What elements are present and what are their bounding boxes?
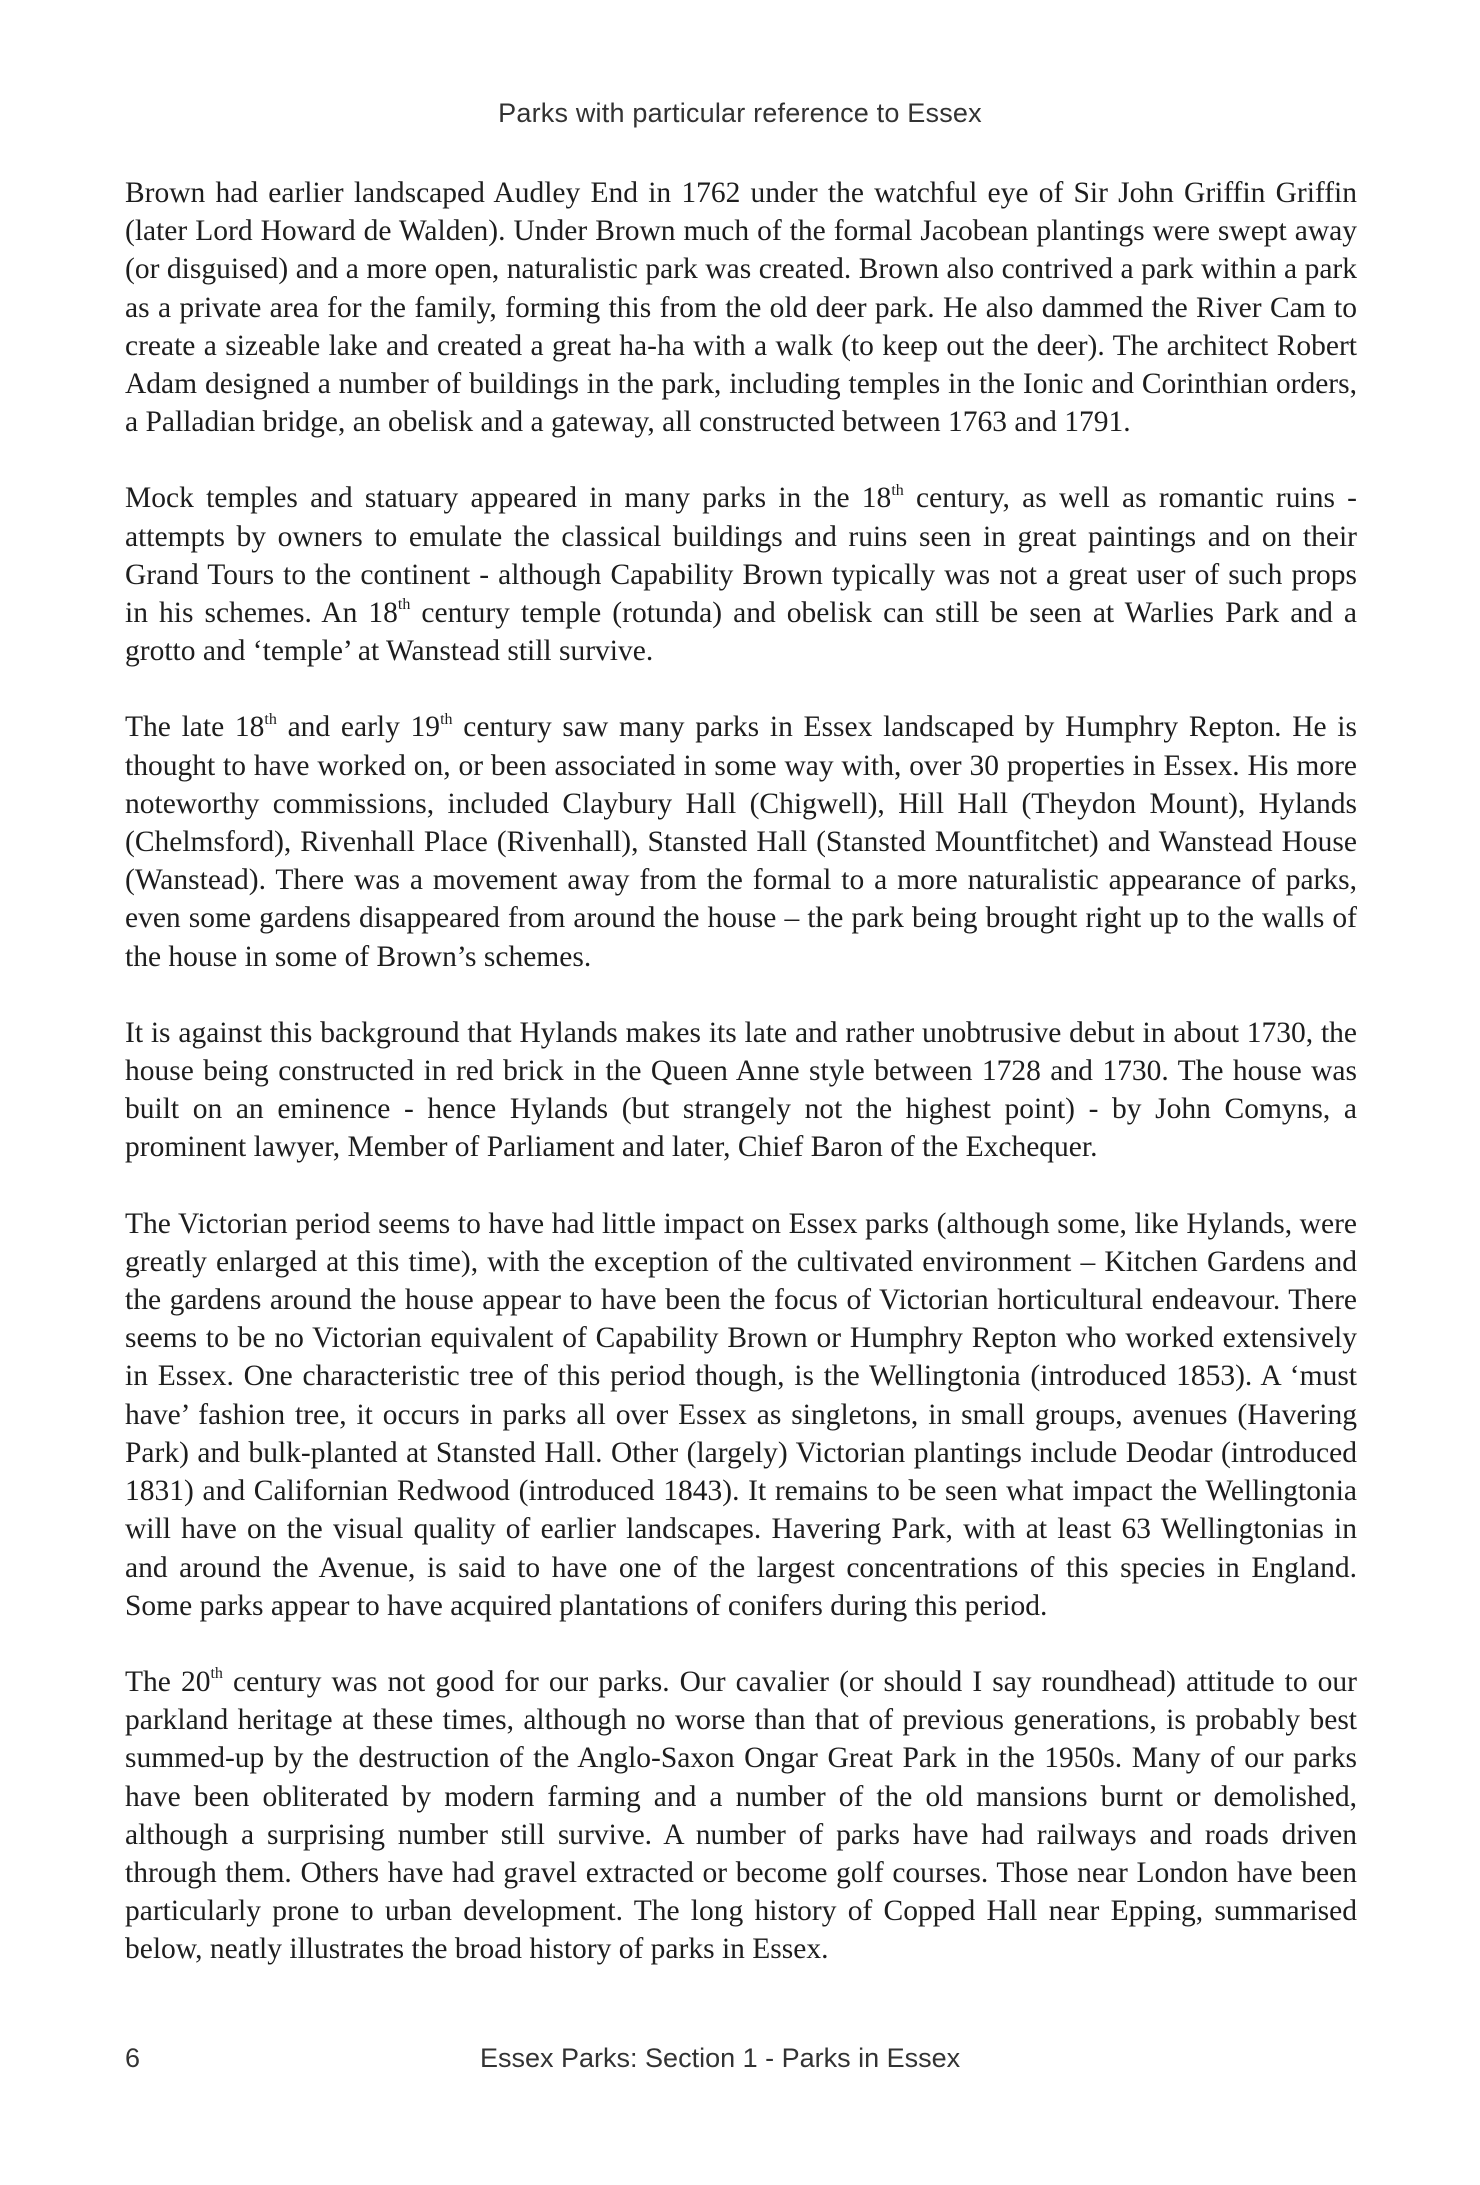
- ordinal-superscript: th: [264, 710, 277, 728]
- text-run: The 20: [125, 1665, 211, 1698]
- body-text: [125, 174, 1357, 2007]
- paragraph-repton: [125, 708, 1357, 975]
- page-number: 6: [125, 2043, 141, 2073]
- text-run: century temple (rotunda) and obelisk can still be seen at Warlies Park and a grotto and ‘temple’ at Wanstead still survive.: [125, 597, 1357, 668]
- paragraph-hylands: It is against this background that Hylands makes its late and rather unobtrusive debut in about 1730, the house being constructed in red brick in the Queen Anne style between 1728 and 1730. The house was built on an eminence - hence Hylands (but strangely not the highest point) - by John Comyns, a prominent lawyer, Member of Parliament and later, Chief Baron of the Exchequer.: [125, 1016, 1357, 1164]
- running-header: Parks with particular reference to Essex: [498, 98, 982, 128]
- ordinal-superscript: th: [440, 710, 453, 728]
- paragraph-audley-end: Brown had earlier landscaped Audley End in 1762 under the watchful eye of Sir John Griffin Griffin (later Lord Howard de Walden). Under Brown much of the formal Jacobean plantings were swept away (or disguised) and a more open, naturalistic park was created. Brown also contrived a park within a park as a private area for the family, forming this from the old deer park. He also dammed the River Cam to create a sizeable lake and created a great ha-ha with a walk (to keep out the deer). The architect Robert Adam designed a number of buildings in the park, including temples in the Ionic and Corinthian orders, a Palladian bridge, an obelisk and a gateway, all constructed between 1763 and 1791.: [125, 177, 1357, 439]
- ordinal-superscript: th: [891, 481, 904, 499]
- text-run: century was not good for our parks. Our cavalier (or should I say roundhead) attitude to our parkland heritage at these times, although no worse than that of previous generations, is probably best summed-up by the destruction of the Anglo-Saxon Ongar Great Park in the 1950s. Many of our parks have been obliterated by modern farming and a number of the old mansions burnt or demolished, although a surprising number still survive. A number of parks have had railways and roads driven through them. Others have had gravel extracted or become golf courses. Those near London have been particularly prone to urban development. The long history of Copped Hall near Epping, summarised below, neatly illustrates the broad history of parks in Essex.: [125, 1665, 1357, 1966]
- paragraph-victorian: The Victorian period seems to have had little impact on Essex parks (although some, like Hylands, were greatly enlarged at this time), with the exception of the cultivated environment – Kitchen Gardens and the gardens around the house appear to have been the focus of Victorian horticultural endeavour. There seems to be no Victorian equivalent of Capability Brown or Humphry Repton who worked extensively in Essex. One characteristic tree of this period though, is the Wellingtonia (introduced 1853). A ‘must have’ fashion tree, it occurs in parks all over Essex as singletons, in small groups, avenues (Havering Park) and bulk-planted at Stansted Hall. Other (largely) Victorian plantings include Deodar (introduced 1831) and Californian Redwood (introduced 1843). It remains to be seen what impact the Wellingtonia will have on the visual quality of earlier landscapes. Havering Park, with at least 63 Wellingtonias in and around the Avenue, is said to have one of the largest concentrations of this species in England. Some parks appear to have acquired plantations of conifers during this period.: [125, 1207, 1357, 1622]
- text-run: The late 18: [125, 711, 265, 744]
- text-run: century, as well as romantic ruins - attempts by owners to emulate the classical buildings and ruins seen in great paintings and on their Grand Tours to the continent - although Capability Brown typically was not a great user of such props in his schemes. An 18: [125, 482, 1357, 630]
- footer-title: Essex Parks: Section 1 - Parks in Essex: [480, 2043, 961, 2073]
- paragraph-20th-century: [125, 1663, 1357, 1969]
- text-run: century saw many parks in Essex landscaped by Humphry Repton. He is thought to have worked on, or been associated in some way with, over 30 properties in Essex. His more noteworthy commissions, included Claybury Hall (Chigwell), Hill Hall (Theydon Mount), Hylands (Chelmsford), Rivenhall Place (Rivenhall), Stansted Hall (Stansted Mountfitchet) and Wanstead House (Wanstead). There was a movement away from the formal to a more naturalistic appearance of parks, even some gardens disappeared from around the house – the park being brought right up to the walls of the house in some of Brown’s schemes.: [125, 711, 1357, 973]
- ordinal-superscript: th: [210, 1665, 223, 1683]
- paragraph-mock-temples: [125, 479, 1357, 670]
- text-run: and early 19: [276, 711, 441, 744]
- text-run: Mock temples and statuary appeared in many parks in the 18: [125, 482, 892, 515]
- ordinal-superscript: th: [397, 596, 411, 614]
